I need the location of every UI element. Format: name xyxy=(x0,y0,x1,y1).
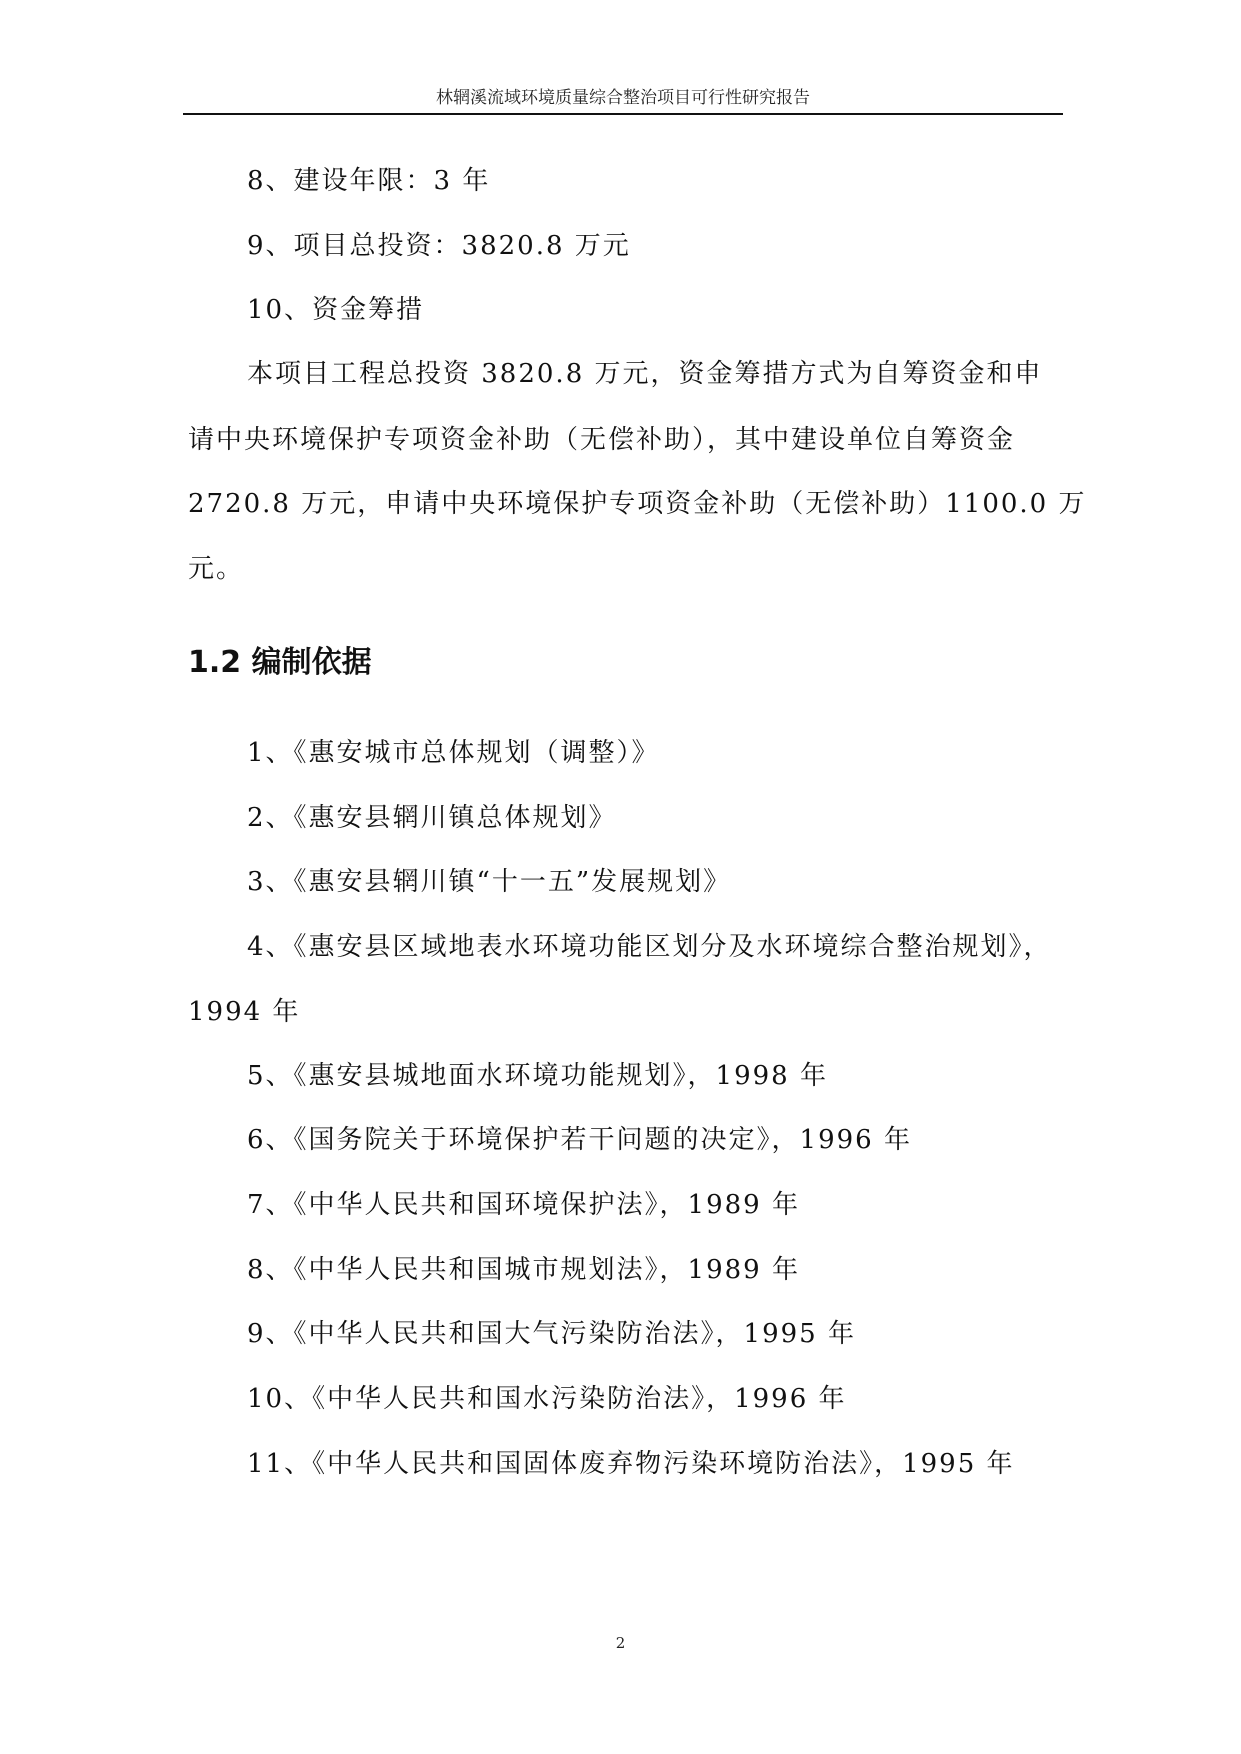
reference-item: 6、《国务院关于环境保护若干问题的决定》，1996 年 xyxy=(247,1125,912,1155)
item-total-investment: 9、项目总投资：3820.8 万元 xyxy=(247,231,631,261)
reference-item: 5、《惠安县城地面水环境功能规划》，1998 年 xyxy=(247,1061,828,1091)
paragraph-line-2: 请中央环境保护专项资金补助（无偿补助），其中建设单位自筹资金 xyxy=(188,425,1016,455)
page-number: 2 xyxy=(615,1634,626,1652)
reference-item: 4、《惠安县区域地表水环境功能区划分及水环境综合整治规划》， xyxy=(247,932,1052,962)
reference-item: 2、《惠安县辋川镇总体规划》 xyxy=(247,803,617,833)
reference-item: 1、《惠安城市总体规划（调整）》 xyxy=(247,738,660,768)
reference-item: 3、《惠安县辋川镇“十一五”发展规划》 xyxy=(247,867,732,897)
item-fund-raising: 10、资金筹措 xyxy=(247,295,425,325)
paragraph-line-1: 本项目工程总投资 3820.8 万元，资金筹措方式为自筹资金和申 xyxy=(247,359,1043,389)
page-header-title: 林辋溪流域环境质量综合整治项目可行性研究报告 xyxy=(436,88,810,108)
reference-item: 11、《中华人民共和国固体废弃物污染环境防治法》，1995 年 xyxy=(247,1449,1015,1479)
item-construction-period: 8、建设年限：3 年 xyxy=(247,166,491,196)
header-divider xyxy=(183,113,1063,115)
section-heading: 1.2 编制依据 xyxy=(188,645,372,680)
reference-item: 7、《中华人民共和国环境保护法》，1989 年 xyxy=(247,1190,800,1220)
reference-item-continuation: 1994 年 xyxy=(188,997,301,1027)
reference-item: 8、《中华人民共和国城市规划法》，1989 年 xyxy=(247,1255,800,1285)
reference-item: 10、《中华人民共和国水污染防治法》，1996 年 xyxy=(247,1384,847,1414)
paragraph-line-3: 2720.8 万元，申请中央环境保护专项资金补助（无偿补助）1100.0 万 xyxy=(188,489,1087,519)
paragraph-line-4: 元。 xyxy=(188,554,245,584)
reference-item: 9、《中华人民共和国大气污染防治法》，1995 年 xyxy=(247,1319,856,1349)
